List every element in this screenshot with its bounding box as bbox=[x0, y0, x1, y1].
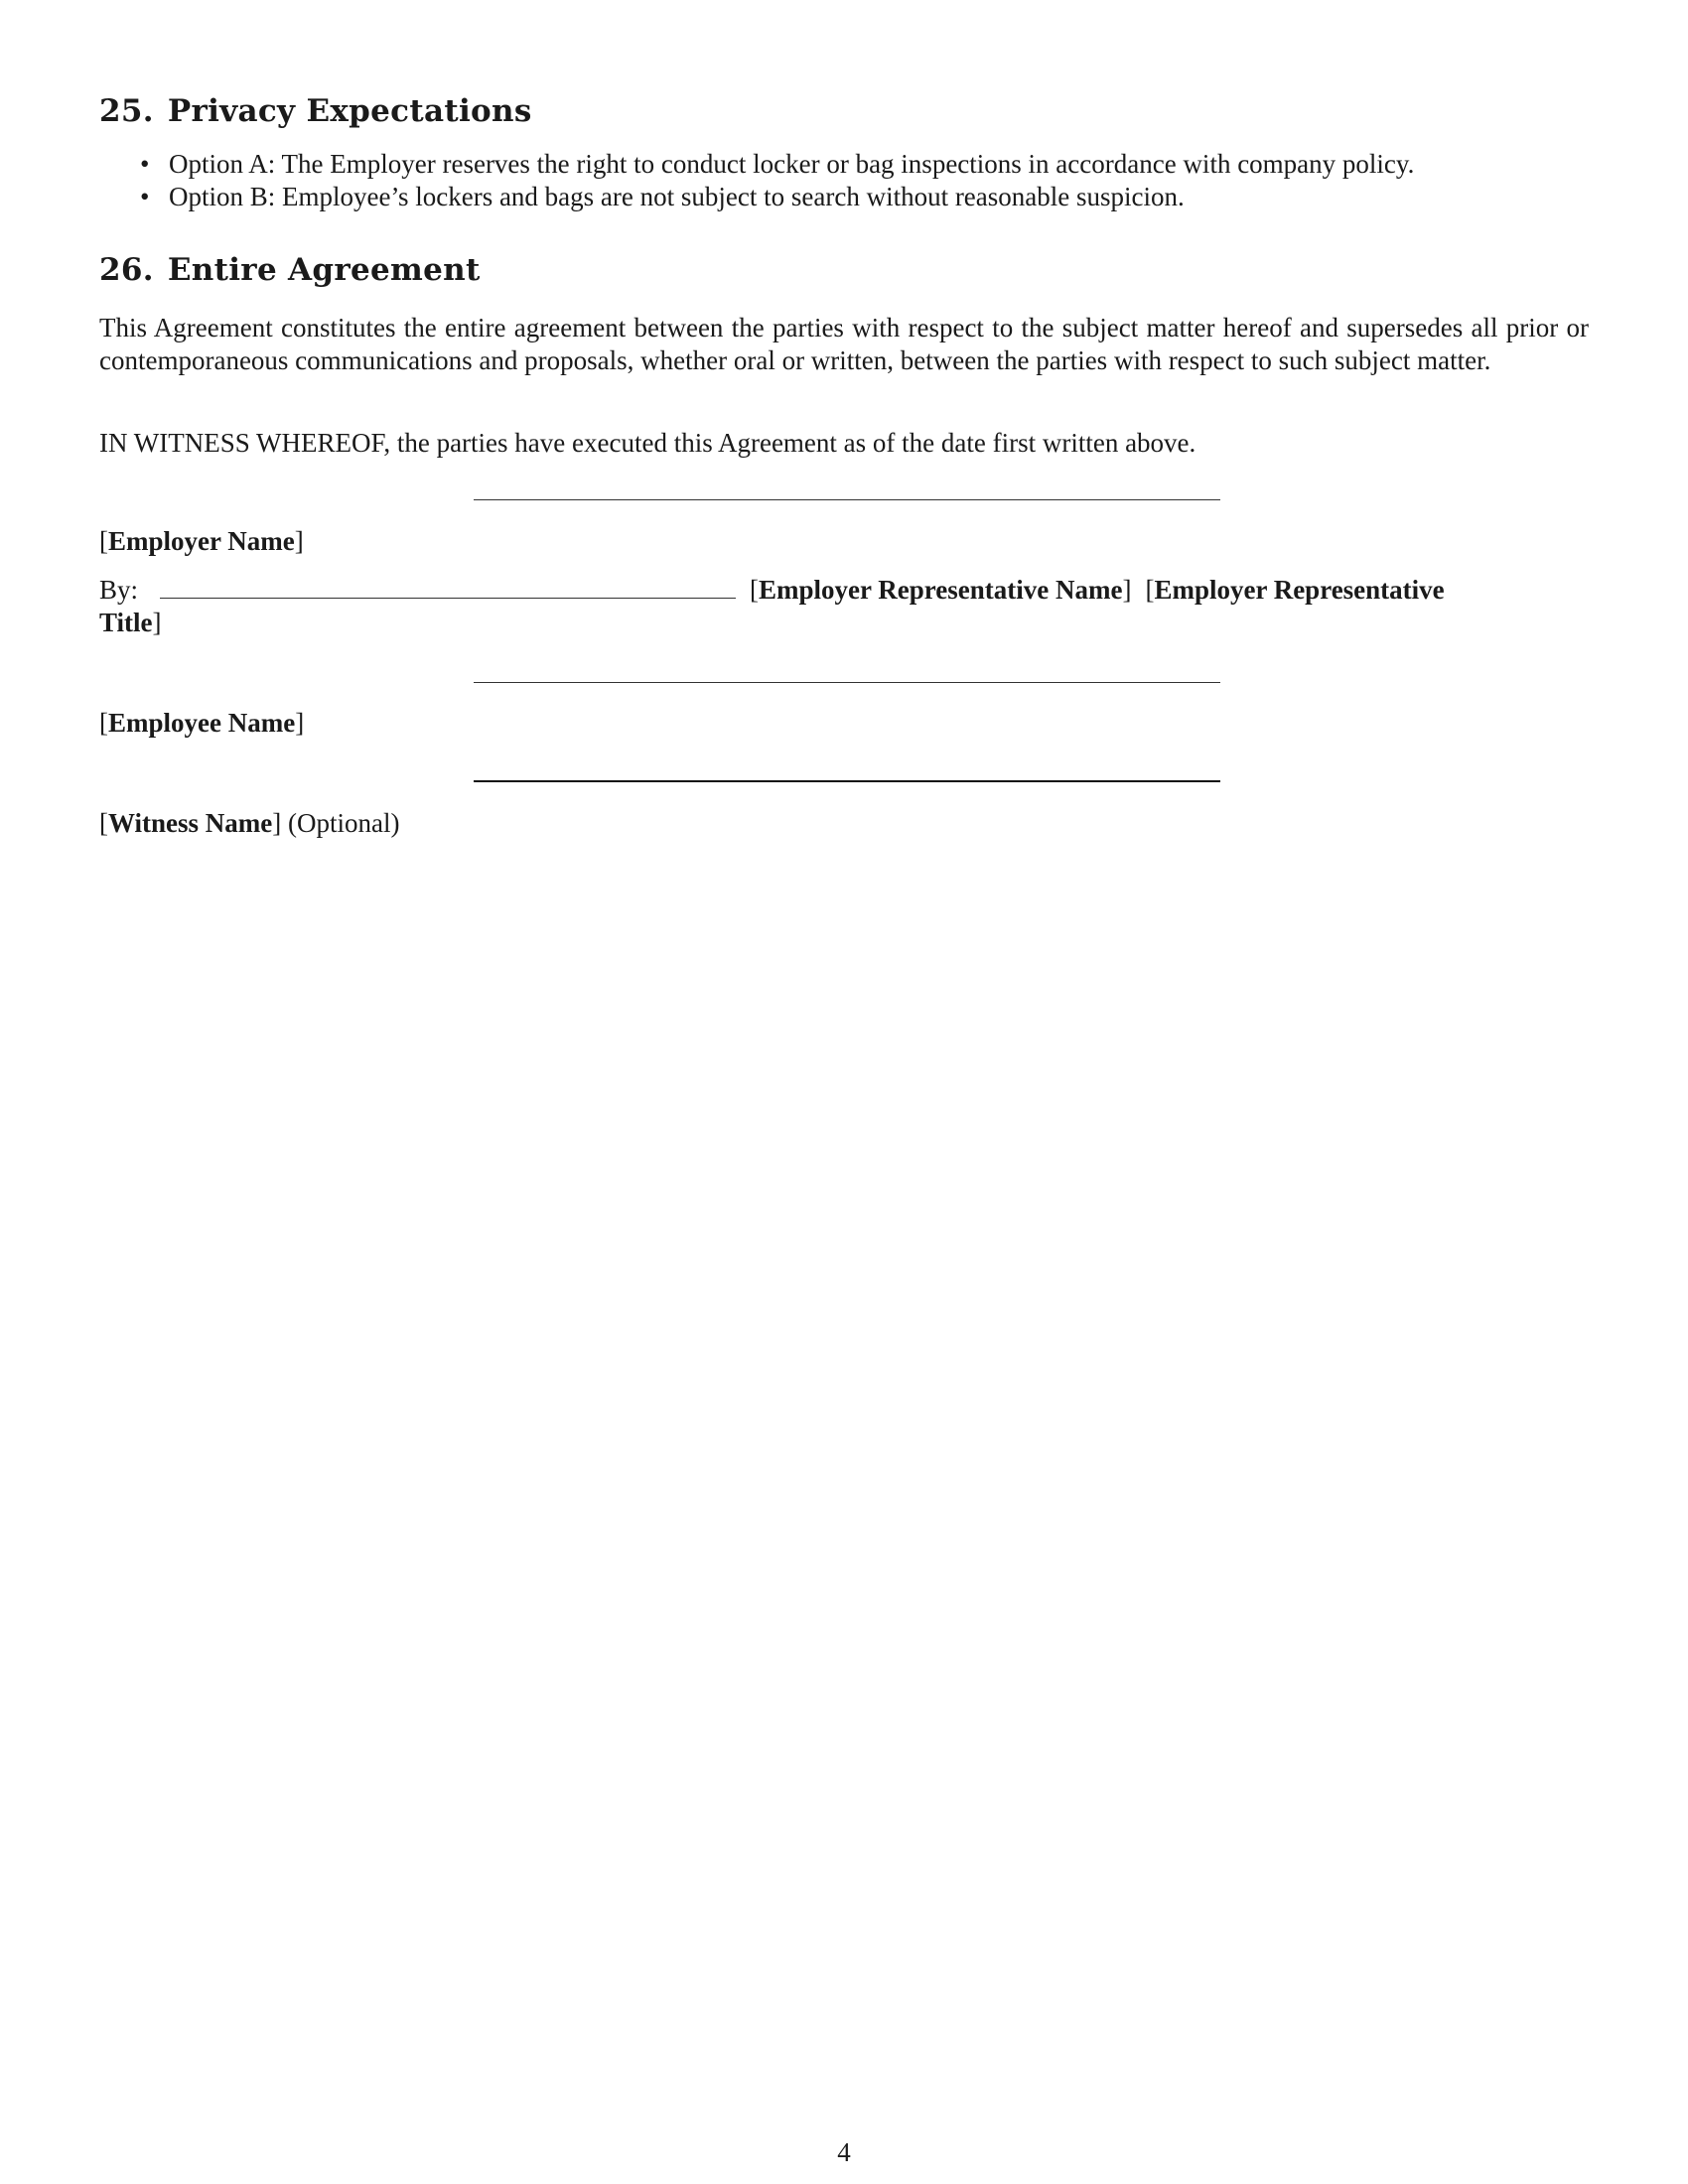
witness-signature-line[interactable] bbox=[474, 780, 1220, 782]
employer-rep-name-placeholder: Employer Representative Name bbox=[759, 575, 1123, 605]
section-number: 26. bbox=[99, 252, 154, 288]
section-title: Entire Agreement bbox=[167, 252, 481, 288]
section-26-heading bbox=[99, 252, 481, 288]
witness-name-label: [Witness Name] (Optional) bbox=[99, 808, 400, 838]
employer-rep-title-placeholder-end: Title bbox=[99, 608, 153, 637]
witness-optional-note: (Optional) bbox=[288, 808, 400, 838]
employer-name-label: [Employer Name] bbox=[99, 526, 304, 556]
employee-name-placeholder: Employee Name bbox=[108, 708, 296, 738]
employer-rep-title-continuation: Title] bbox=[99, 608, 162, 637]
entire-agreement-paragraph: This Agreement constitutes the entire agreement between the parties with respect to the subject matter hereof and supersedes all prior or contemporaneous communications and proposals, whether oral or written, between the parties with respect to such subject matter. bbox=[99, 313, 1589, 375]
witness-name-placeholder: Witness Name bbox=[108, 808, 273, 838]
privacy-options-list bbox=[99, 148, 1414, 213]
employer-rep-title-field: [Employer Representative bbox=[1145, 575, 1445, 605]
employer-by-line bbox=[99, 574, 1589, 639]
list-item-text: Option B: Employee’s lockers and bags are not subject to search without reasonable suspicion. bbox=[169, 182, 1185, 211]
section-number: 25. bbox=[99, 93, 154, 129]
employer-name-placeholder: Employer Name bbox=[108, 526, 295, 556]
employer-signature-line[interactable] bbox=[474, 499, 1220, 500]
section-25-heading bbox=[99, 93, 532, 129]
employer-rep-title-placeholder: Employer Representative bbox=[1154, 575, 1445, 605]
employee-signature-line[interactable] bbox=[474, 682, 1220, 683]
bullet-icon: • bbox=[140, 182, 150, 211]
employee-name-label: [Employee Name] bbox=[99, 708, 305, 738]
list-item-text: Option A: The Employer reserves the right to conduct locker or bag inspections in accordance with company policy. bbox=[169, 149, 1415, 179]
list-item bbox=[99, 148, 1414, 181]
by-label: By: bbox=[99, 575, 139, 605]
witness-statement: IN WITNESS WHEREOF, the parties have executed this Agreement as of the date first written above. bbox=[99, 428, 1196, 458]
section-title: Privacy Expectations bbox=[167, 93, 532, 129]
page-number: 4 bbox=[837, 2137, 851, 2167]
list-item bbox=[99, 181, 1414, 213]
employer-rep-name-field: [Employer Representative Name] bbox=[750, 575, 1132, 605]
bullet-icon: • bbox=[140, 149, 150, 179]
by-signature-blank[interactable] bbox=[160, 576, 736, 599]
